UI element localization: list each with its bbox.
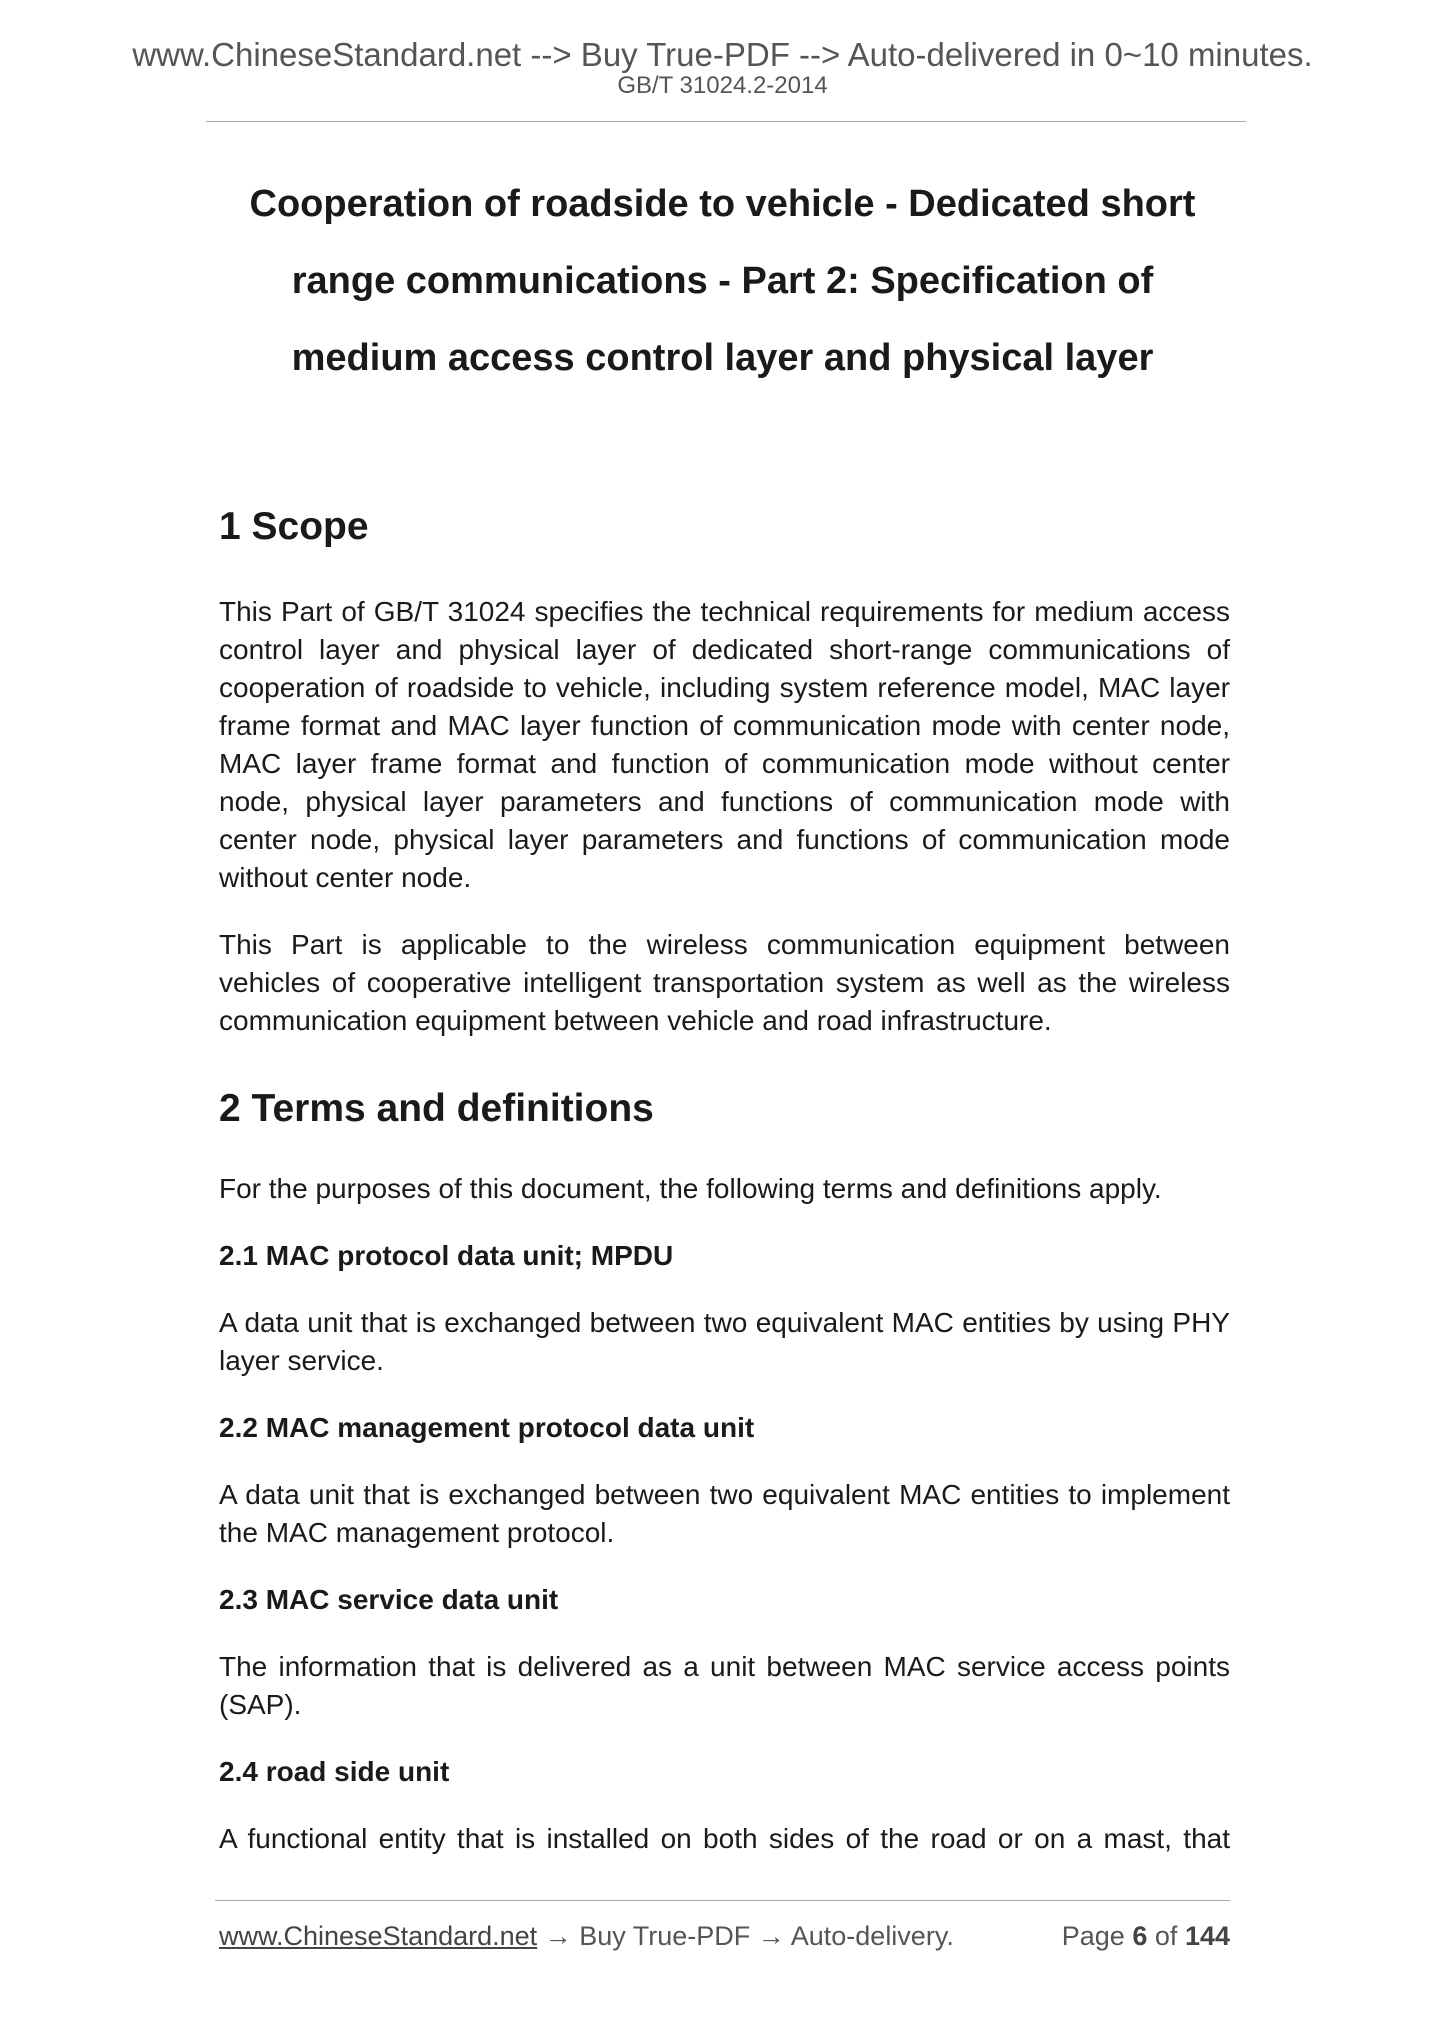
site-banner: www.ChineseStandard.net --> Buy True-PDF --> Auto-delivered in 0~10 minutes. (132, 36, 1313, 73)
footer-delivery-text: → Buy True-PDF → Auto-delivery. (537, 1921, 954, 1951)
page-label: Page (1061, 1921, 1125, 1951)
term-definition: A data unit that is exchanged between two equivalent MAC entities to implement the MAC management protocol. (219, 1479, 1230, 1548)
page-indicator (1062, 1919, 1230, 1953)
terms-intro: For the purposes of this document, the following terms and definitions apply. (219, 1173, 1162, 1204)
title-line: range communications - Part 2: Specification of (291, 260, 1154, 302)
document-title (160, 166, 1285, 397)
standard-code: GB/T 31024.2-2014 (617, 72, 828, 99)
term-definition: A data unit that is exchanged between two equivalent MAC entities by using PHY layer service. (219, 1307, 1230, 1376)
section-heading-terms: 2 Terms and definitions (219, 1087, 654, 1130)
scope-paragraph: This Part is applicable to the wireless communication equipment between vehicles of cooperative intelligent transportation system as well as the wireless communication equipment between vehicle and road infrastructure. (219, 929, 1230, 1036)
term-heading: 2.1 MAC protocol data unit; MPDU (219, 1240, 674, 1271)
footer-divider (215, 1900, 1230, 1901)
term-heading: 2.2 MAC management protocol data unit (219, 1412, 755, 1443)
page-number: 6 (1132, 1921, 1148, 1951)
document-body (219, 502, 1230, 1858)
term-definition: The information that is delivered as a unit between MAC service access points (SAP). (219, 1651, 1230, 1720)
title-line: Cooperation of roadside to vehicle - Dedicated short (249, 183, 1196, 225)
of-label: of (1154, 1921, 1178, 1951)
term-heading: 2.4 road side unit (219, 1756, 450, 1787)
term-heading: 2.3 MAC service data unit (219, 1584, 559, 1615)
header-divider (206, 121, 1246, 122)
section-heading-scope: 1 Scope (219, 505, 369, 548)
scope-paragraph: This Part of GB/T 31024 specifies the technical requirements for medium access control layer and physical layer of dedicated short-range communications of cooperation of roadside to vehicle, including system reference model, MAC layer frame format and MAC layer function of communication mode with center node, MAC layer frame format and function of communication mode without center node, physical layer parameters and functions of communication mode with center node, physical layer parameters and functions of communication mode without center node. (219, 596, 1230, 893)
total-pages: 144 (1184, 1921, 1230, 1951)
footer-site-link[interactable]: www.ChineseStandard.net (219, 1921, 538, 1951)
title-line: medium access control layer and physical layer (291, 337, 1154, 379)
page-footer (219, 1919, 1230, 1953)
term-definition: A functional entity that is installed on both sides of the road or on a mast, that (219, 1823, 1230, 1854)
